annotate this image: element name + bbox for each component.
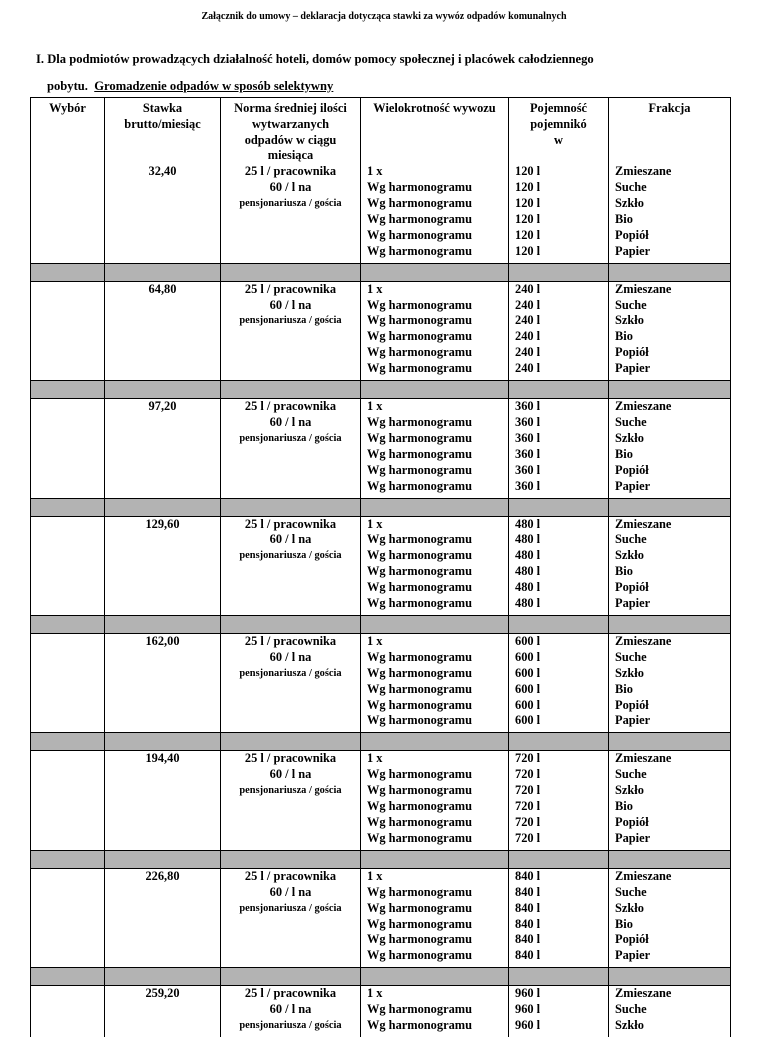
frequency-item: Wg harmonogramu (367, 243, 472, 258)
capacity-item: 240 l (515, 361, 541, 376)
rate-group-row (31, 751, 731, 850)
capacity-item: 840 l (515, 948, 541, 963)
capacity-item: 120 l (515, 211, 541, 226)
separator-cell (221, 263, 361, 281)
frequency-item: Wg harmonogramu (367, 478, 472, 493)
fraction-cell (609, 751, 731, 850)
frequency-item: Wg harmonogramu (367, 313, 472, 328)
separator-cell (31, 850, 105, 868)
group-separator (31, 615, 731, 633)
separator-cell (509, 733, 609, 751)
rates-table (30, 97, 731, 1037)
group-separator (31, 263, 731, 281)
separator-cell (31, 498, 105, 516)
frequency-item: Wg harmonogramu (367, 815, 472, 829)
fraction-item: Zmieszane (615, 399, 672, 414)
frequency-item: Wg harmonogramu (367, 329, 472, 344)
fraction-item: Popiół (615, 697, 649, 712)
fraction-item: Zmieszane (615, 516, 672, 531)
capacity-item: 600 l (515, 649, 541, 664)
fraction-item: Zmieszane (615, 751, 672, 766)
fraction-item: Papier (615, 830, 651, 845)
rate-value: 64,80 (148, 281, 177, 296)
group-separator (31, 498, 731, 516)
capacity-item: 120 l (515, 196, 541, 210)
norm-line: pensjonariusza / gościa (239, 785, 342, 797)
fraction-cell (609, 633, 731, 732)
separator-cell (361, 968, 509, 986)
header-norma: Norma średniej ilości wytwarzanych odpadów w ciągu miesiąca (221, 98, 361, 165)
norm-line: 25 l / pracownika (244, 516, 337, 531)
frequency-cell (361, 281, 509, 380)
capacity-item: 360 l (515, 446, 541, 461)
frequency-item: 1 x (367, 868, 383, 883)
separator-cell (509, 498, 609, 516)
frequency-item: Wg harmonogramu (367, 649, 472, 664)
header-wielokrotnosc: Wielokrotność wywozu (361, 98, 509, 165)
norm-line: 60 / l na (269, 532, 312, 547)
fraction-item: Popiół (615, 345, 649, 360)
rate-cell (105, 633, 221, 732)
frequency-item: 1 x (367, 751, 383, 766)
capacity-cell (509, 281, 609, 380)
frequency-cell (361, 399, 509, 498)
fraction-cell (609, 164, 731, 263)
capacity-item: 120 l (515, 164, 541, 179)
norm-line: 25 l / pracownika (244, 164, 337, 179)
norm-line: 60 / l na (269, 414, 312, 429)
header-stawka: Stawka brutto/miesiąc (105, 98, 221, 165)
capacity-item: 480 l (515, 516, 541, 531)
frequency-item: Wg harmonogramu (367, 799, 472, 814)
frequency-item: Wg harmonogramu (367, 1002, 472, 1017)
rate-cell (105, 281, 221, 380)
fraction-item: Papier (615, 478, 651, 493)
rate-group-row (31, 868, 731, 967)
fraction-item: Zmieszane (615, 281, 672, 296)
fraction-item: Papier (615, 361, 651, 376)
frequency-item: Wg harmonogramu (367, 916, 472, 931)
capacity-item: 960 l (515, 1002, 541, 1017)
separator-cell (221, 615, 361, 633)
norm-cell (221, 399, 361, 498)
capacity-item: 600 l (515, 681, 541, 696)
frequency-item: Wg harmonogramu (367, 361, 472, 376)
frequency-cell (361, 868, 509, 967)
wybor-cell (31, 164, 105, 263)
fraction-item: Bio (615, 799, 633, 814)
capacity-item: 480 l (515, 532, 541, 547)
capacity-item: 480 l (515, 548, 541, 563)
norm-cell (221, 986, 361, 1037)
capacity-cell (509, 751, 609, 850)
header-pojemnosc-line: w (554, 132, 563, 147)
fraction-item: Bio (615, 564, 633, 579)
separator-cell (105, 498, 221, 516)
frequency-item: Wg harmonogramu (367, 462, 472, 477)
capacity-item: 480 l (515, 580, 541, 595)
norm-line: 25 l / pracownika (244, 281, 337, 296)
wybor-cell (31, 986, 105, 1037)
norm-line: 60 / l na (269, 767, 312, 782)
capacity-item: 240 l (515, 313, 541, 328)
fraction-cell (609, 399, 731, 498)
frequency-item: Wg harmonogramu (367, 227, 472, 242)
frequency-item: Wg harmonogramu (367, 180, 472, 195)
rate-value: 129,60 (145, 516, 180, 531)
frequency-item: Wg harmonogramu (367, 580, 472, 595)
norm-line: 60 / l na (269, 649, 312, 664)
capacity-item: 840 l (515, 932, 541, 947)
fraction-item: Popiół (615, 932, 649, 947)
fraction-item: Szkło (615, 1018, 644, 1033)
norm-line: 25 l / pracownika (244, 399, 337, 414)
norm-line: pensjonariusza / gościa (239, 902, 342, 914)
rate-value: 162,00 (145, 633, 180, 648)
group-separator (31, 850, 731, 868)
rate-cell (105, 868, 221, 967)
separator-cell (31, 733, 105, 751)
rate-cell (105, 751, 221, 850)
subtitle-underlined: Gromadzenie odpadów w sposób selektywny (94, 79, 334, 93)
capacity-item: 480 l (515, 564, 541, 579)
rate-value: 32,40 (148, 164, 177, 179)
capacity-cell (509, 399, 609, 498)
wybor-cell (31, 868, 105, 967)
capacity-cell (509, 633, 609, 732)
fraction-cell (609, 868, 731, 967)
fraction-item: Papier (615, 713, 651, 728)
header-pojemnosc (509, 98, 609, 165)
capacity-item: 960 l (515, 986, 541, 1001)
frequency-cell (361, 164, 509, 263)
frequency-cell (361, 516, 509, 615)
norm-line: pensjonariusza / gościa (239, 667, 342, 679)
fraction-item: Popiół (615, 815, 649, 829)
frequency-item: Wg harmonogramu (367, 297, 472, 312)
frequency-item: Wg harmonogramu (367, 196, 472, 210)
group-separator (31, 733, 731, 751)
capacity-item: 840 l (515, 916, 541, 931)
fraction-item: Suche (615, 297, 647, 312)
frequency-item: Wg harmonogramu (367, 414, 472, 429)
frequency-item: Wg harmonogramu (367, 596, 472, 611)
wybor-cell (31, 751, 105, 850)
capacity-item: 840 l (515, 884, 541, 899)
capacity-item: 120 l (515, 243, 541, 258)
separator-cell (361, 850, 509, 868)
capacity-cell (509, 516, 609, 615)
fraction-item: Popiół (615, 580, 649, 595)
fraction-item: Suche (615, 767, 647, 782)
rate-value: 194,40 (145, 751, 180, 766)
rate-value: 259,20 (145, 986, 180, 1001)
norm-cell (221, 281, 361, 380)
capacity-item: 720 l (515, 783, 541, 798)
header-pojemnosc-line: pojemnikó (530, 116, 587, 131)
fraction-item: Suche (615, 649, 647, 664)
separator-cell (105, 733, 221, 751)
frequency-item: 1 x (367, 516, 383, 531)
norm-line: pensjonariusza / gościa (239, 315, 342, 327)
header-wybor: Wybór (31, 98, 105, 165)
rate-cell (105, 164, 221, 263)
separator-cell (221, 850, 361, 868)
norm-line: 25 l / pracownika (244, 633, 337, 648)
subtitle-prefix: pobytu. (47, 79, 88, 93)
capacity-item: 360 l (515, 399, 541, 414)
capacity-cell (509, 868, 609, 967)
capacity-item: 360 l (515, 478, 541, 493)
fraction-item: Zmieszane (615, 633, 672, 648)
separator-cell (509, 381, 609, 399)
capacity-item: 720 l (515, 799, 541, 814)
rate-value: 226,80 (145, 868, 180, 883)
rate-cell (105, 986, 221, 1037)
fraction-item: Papier (615, 948, 651, 963)
rate-group-row (31, 516, 731, 615)
fraction-item: Szkło (615, 900, 644, 915)
separator-cell (31, 615, 105, 633)
frequency-item: Wg harmonogramu (367, 884, 472, 899)
norm-line: 60 / l na (269, 180, 312, 195)
fraction-item: Papier (615, 243, 651, 258)
rate-group-row (31, 633, 731, 732)
frequency-item: Wg harmonogramu (367, 900, 472, 915)
fraction-item: Popiół (615, 227, 649, 242)
separator-cell (221, 733, 361, 751)
capacity-item: 720 l (515, 830, 541, 845)
wybor-cell (31, 516, 105, 615)
section-title: I. Dla podmiotów prowadzących działalność hoteli, domów pomocy społecznej i placówek całodziennego (36, 52, 594, 66)
wybor-cell (31, 633, 105, 732)
frequency-item: 1 x (367, 281, 383, 296)
separator-cell (509, 263, 609, 281)
separator-cell (31, 263, 105, 281)
capacity-item: 600 l (515, 713, 541, 728)
fraction-item: Szkło (615, 665, 644, 680)
capacity-item: 720 l (515, 767, 541, 782)
fraction-item: Bio (615, 446, 633, 461)
table-body (31, 164, 731, 1037)
norm-line: 25 l / pracownika (244, 751, 337, 766)
norm-cell (221, 868, 361, 967)
frequency-item: Wg harmonogramu (367, 532, 472, 547)
header-frakcja: Frakcja (609, 98, 731, 165)
capacity-item: 240 l (515, 329, 541, 344)
document-header-note: Załącznik do umowy – deklaracja dotycząca stawki za wywóz odpadów komunalnych (201, 11, 567, 22)
frequency-item: Wg harmonogramu (367, 345, 472, 360)
capacity-item: 480 l (515, 596, 541, 611)
fraction-cell (609, 281, 731, 380)
capacity-item: 240 l (515, 297, 541, 312)
capacity-cell (509, 986, 609, 1037)
separator-cell (105, 850, 221, 868)
separator-cell (361, 498, 509, 516)
separator-cell (361, 381, 509, 399)
rate-cell (105, 516, 221, 615)
fraction-item: Suche (615, 532, 647, 547)
capacity-item: 960 l (515, 1018, 541, 1033)
frequency-item: Wg harmonogramu (367, 767, 472, 782)
rate-value: 97,20 (148, 399, 177, 414)
section-subtitle (47, 79, 333, 94)
fraction-item: Zmieszane (615, 868, 672, 883)
rate-group-row (31, 399, 731, 498)
norm-line: pensjonariusza / gościa (239, 1020, 342, 1032)
capacity-item: 120 l (515, 180, 541, 195)
capacity-item: 240 l (515, 281, 541, 296)
capacity-item: 840 l (515, 868, 541, 883)
header-pojemnosc-line: Pojemność (529, 101, 588, 115)
fraction-item: Szkło (615, 196, 644, 210)
separator-cell (361, 615, 509, 633)
fraction-item: Bio (615, 916, 633, 931)
separator-cell (609, 381, 731, 399)
norm-line: 25 l / pracownika (244, 986, 337, 1001)
separator-cell (609, 850, 731, 868)
frequency-item: Wg harmonogramu (367, 681, 472, 696)
frequency-item: 1 x (367, 399, 383, 414)
fraction-item: Papier (615, 596, 651, 611)
fraction-cell (609, 986, 731, 1037)
separator-cell (609, 263, 731, 281)
capacity-item: 840 l (515, 900, 541, 915)
fraction-item: Szkło (615, 548, 644, 563)
table-header-row (31, 98, 731, 165)
capacity-item: 600 l (515, 665, 541, 680)
frequency-item: Wg harmonogramu (367, 932, 472, 947)
frequency-item: Wg harmonogramu (367, 548, 472, 563)
capacity-item: 360 l (515, 414, 541, 429)
frequency-cell (361, 633, 509, 732)
frequency-item: Wg harmonogramu (367, 665, 472, 680)
separator-cell (609, 615, 731, 633)
separator-cell (221, 498, 361, 516)
separator-cell (105, 381, 221, 399)
norm-cell (221, 164, 361, 263)
separator-cell (509, 615, 609, 633)
capacity-cell (509, 164, 609, 263)
fraction-cell (609, 516, 731, 615)
fraction-item: Zmieszane (615, 986, 672, 1001)
capacity-item: 600 l (515, 697, 541, 712)
capacity-item: 600 l (515, 633, 541, 648)
frequency-item: 1 x (367, 164, 383, 179)
fraction-item: Szkło (615, 313, 644, 328)
separator-cell (609, 968, 731, 986)
rate-group-row (31, 164, 731, 263)
separator-cell (509, 850, 609, 868)
separator-cell (105, 968, 221, 986)
norm-cell (221, 751, 361, 850)
capacity-item: 360 l (515, 430, 541, 445)
norm-line: pensjonariusza / gościa (239, 198, 342, 209)
fraction-item: Szkło (615, 783, 644, 798)
fraction-item: Szkło (615, 430, 644, 445)
norm-cell (221, 633, 361, 732)
rate-group-row (31, 986, 731, 1037)
separator-cell (361, 733, 509, 751)
wybor-cell (31, 399, 105, 498)
frequency-item: Wg harmonogramu (367, 697, 472, 712)
frequency-cell (361, 986, 509, 1037)
frequency-item: 1 x (367, 986, 383, 1001)
fraction-item: Suche (615, 884, 647, 899)
frequency-item: Wg harmonogramu (367, 830, 472, 845)
frequency-item: 1 x (367, 633, 383, 648)
capacity-item: 720 l (515, 751, 541, 766)
norm-cell (221, 516, 361, 615)
norm-line: pensjonariusza / gościa (239, 432, 342, 444)
separator-cell (105, 615, 221, 633)
separator-cell (509, 968, 609, 986)
fraction-item: Popiół (615, 462, 649, 477)
fraction-item: Bio (615, 681, 633, 696)
capacity-item: 720 l (515, 815, 541, 829)
frequency-item: Wg harmonogramu (367, 713, 472, 728)
frequency-item: Wg harmonogramu (367, 446, 472, 461)
norm-line: pensjonariusza / gościa (239, 550, 342, 562)
separator-cell (31, 381, 105, 399)
frequency-item: Wg harmonogramu (367, 430, 472, 445)
group-separator (31, 381, 731, 399)
wybor-cell (31, 281, 105, 380)
fraction-item: Bio (615, 329, 633, 344)
separator-cell (105, 263, 221, 281)
frequency-item: Wg harmonogramu (367, 211, 472, 226)
rate-cell (105, 399, 221, 498)
frequency-item: Wg harmonogramu (367, 948, 472, 963)
fraction-item: Bio (615, 211, 633, 226)
fraction-item: Suche (615, 1002, 647, 1017)
separator-cell (221, 381, 361, 399)
capacity-item: 120 l (515, 227, 541, 242)
capacity-item: 360 l (515, 462, 541, 477)
frequency-item: Wg harmonogramu (367, 783, 472, 798)
norm-line: 60 / l na (269, 297, 312, 312)
frequency-item: Wg harmonogramu (367, 564, 472, 579)
fraction-item: Suche (615, 180, 647, 195)
group-separator (31, 968, 731, 986)
separator-cell (221, 968, 361, 986)
separator-cell (609, 498, 731, 516)
norm-line: 60 / l na (269, 884, 312, 899)
capacity-item: 240 l (515, 345, 541, 360)
norm-line: 60 / l na (269, 1002, 312, 1017)
separator-cell (31, 968, 105, 986)
rate-group-row (31, 281, 731, 380)
frequency-cell (361, 751, 509, 850)
frequency-item: Wg harmonogramu (367, 1018, 472, 1033)
fraction-item: Zmieszane (615, 164, 672, 179)
norm-line: 25 l / pracownika (244, 868, 337, 883)
separator-cell (609, 733, 731, 751)
separator-cell (361, 263, 509, 281)
fraction-item: Suche (615, 414, 647, 429)
